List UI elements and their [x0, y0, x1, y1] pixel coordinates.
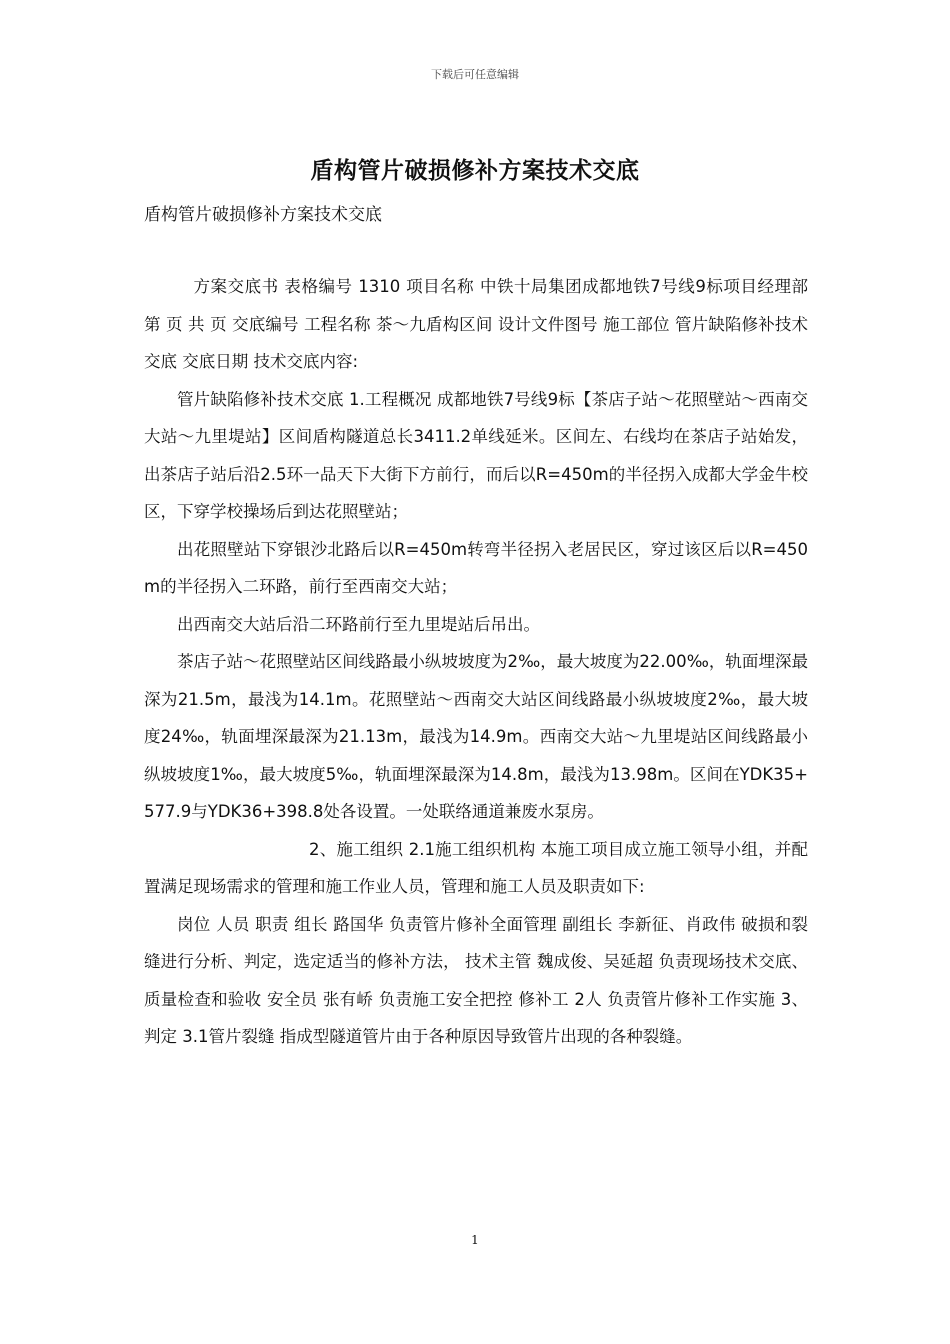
page-number: 1 [471, 1233, 479, 1247]
paragraph-route-3: 出西南交大站后沿二环路前行至九里堤站后吊出。 [177, 614, 540, 634]
paragraph-gradients: 茶店子站～花照壁站区间线路最小纵坡坡度为2‰，最大坡度为22.00‰，轨面埋深最深为21.5m，最浅为14.1m。花照壁站～西南交大站区间线路最小纵坡坡度2‰，最大坡度24‰，轨面埋深最深为21.13m，最浅为14.9m。西南交大站～九里堤站区间线路最小纵坡坡度1‰，最大坡度5‰，轨面埋深最深为14.8m，最浅为13.98m。区间在YDK35+577.9与YDK36+398.8处各设置。一处联络通道兼废水泵房。 [144, 652, 808, 821]
paragraph-project-overview: 管片缺陷修补技术交底 1.工程概况 成都地铁7号线9标【茶店子站～花照壁站～西南交大站～九里堤站】区间盾构隧道总长3411.2单线延米。区间左、右线均在茶店子站始发，出茶店子站后沿2.5环一品天下大街下方前行，而后以R=450m的半径拐入成都大学金牛校区，下穿学校操场后到达花照壁站； [144, 389, 808, 521]
paragraph-route-2: 出花照壁站下穿银沙北路后以R=450m转弯半径拐入老居民区，穿过该区后以R=450m的半径拐入二环路，前行至西南交大站； [144, 539, 808, 596]
paragraph-staff: 岗位 人员 职责 组长 路国华 负责管片修补全面管理 副组长 李新征、肖政伟 破损和裂缝进行分析、判定，选定适当的修补方法， 技术主管 魏成俊、吴延超 负责现场技术交底、质量检查和验收 安全员 张有峤 负责施工安全把控 修补工 2人 负责管片修补工作实施 3、判定 3.1管片裂缝 指成型隧道管片由于各种原因导致管片出现的各种裂缝。 [144, 914, 808, 1046]
document-title: 盾构管片破损修补方案技术交底 [310, 158, 640, 184]
document-subtitle: 盾构管片破损修补方案技术交底 [144, 205, 382, 225]
paragraph-organization: 2、施工组织 2.1施工组织机构 本施工项目成立施工领导小组，并配置满足现场需求的管理和施工作业人员，管理和施工人员及职责如下: [144, 839, 808, 896]
paragraph-form-info: 方案交底书 表格编号 1310 项目名称 中铁十局集团成都地铁7号线9标项目经理部 第 页 共 页 交底编号 工程名称 茶～九盾构区间 设计文件图号 施工部位 管片缺陷修补技术交底 交底日期 技术交底内容: [144, 277, 808, 371]
document-body [144, 268, 808, 1056]
header-note: 下载后可任意编辑 [431, 68, 519, 81]
